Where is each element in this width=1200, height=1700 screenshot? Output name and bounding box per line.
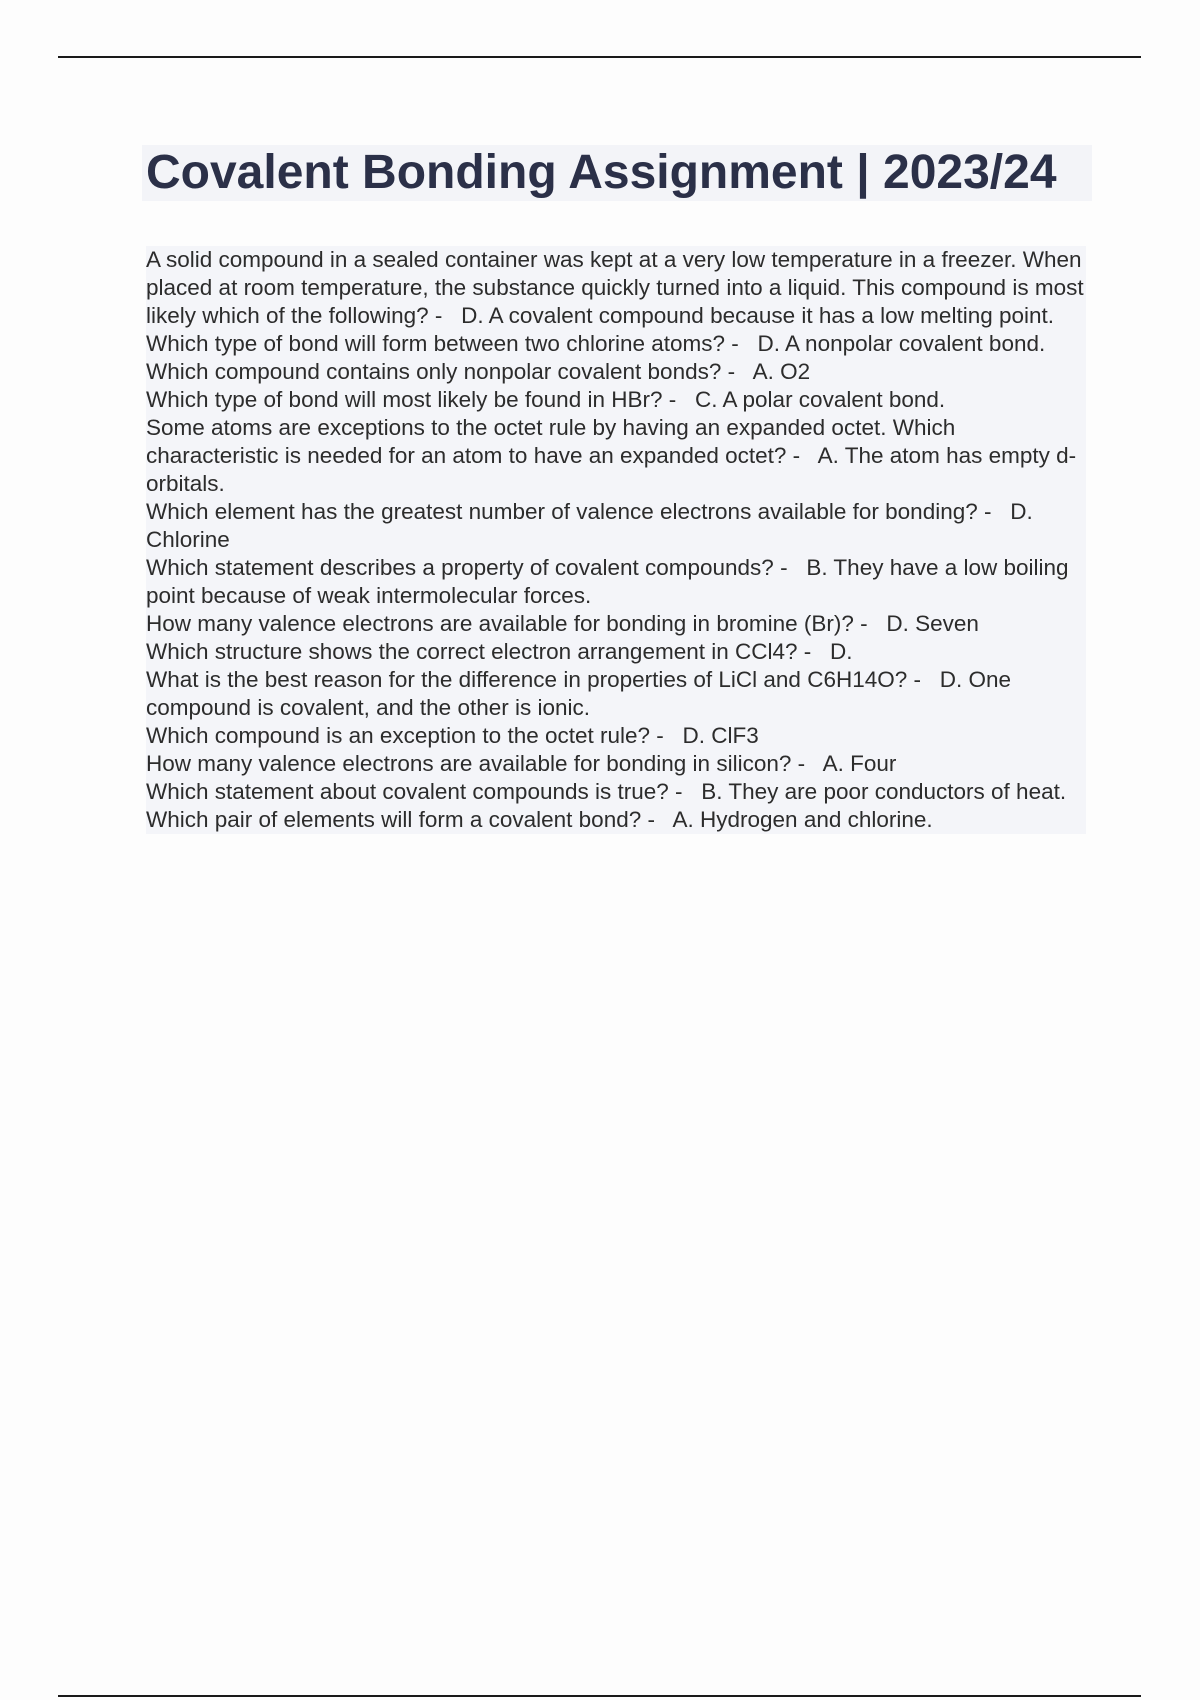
answer-text: D. ClF3 [682,723,759,748]
qa-separator: - [641,807,673,832]
question-text: Which statement describes a property of covalent compounds? [146,555,774,580]
question-text: Which statement about covalent compounds is true? [146,779,669,804]
question-text: Which element has the greatest number of valence electrons available for bonding? [146,499,978,524]
qa-item [146,666,1086,722]
qa-separator: - [668,779,702,804]
qa-item [146,498,1086,554]
answer-text: C. A polar covalent bond. [695,387,946,412]
question-answer-list [146,246,1090,834]
qa-separator: - [907,667,940,692]
answer-text: D. A nonpolar covalent bond. [757,331,1046,356]
bottom-rule [58,1695,1141,1697]
answer-text: D. Seven [886,611,979,636]
answer-text: D. A covalent compound because it has a low melting point. [461,303,1055,328]
answer-text: D. Chlorine [146,499,1040,552]
qa-item [146,386,1086,414]
question-text: Which type of bond will form between two chlorine atoms? [146,331,726,356]
qa-separator: - [650,723,683,748]
answer-text: D. [830,639,853,664]
answer-text: A. Four [822,751,897,776]
answer-text: B. They are poor conductors of heat. [701,779,1067,804]
qa-item [146,722,1086,750]
question-text: A solid compound in a sealed container was kept at a very low temperature in a freezer. When placed at room temperature, the substance quickly turned into a liquid. This compound is most likely which of the following? [146,247,1090,328]
answer-text: A. O2 [752,359,811,384]
question-text: Which pair of elements will form a covalent bond? [146,807,642,832]
answer-text: D. One compound is covalent, and the other is ionic. [146,667,1018,720]
question-text: Which compound is an exception to the octet rule? [146,723,651,748]
qa-separator: - [797,639,831,664]
qa-item [146,610,1086,638]
qa-separator: - [773,555,807,580]
question-text: Some atoms are exceptions to the octet rule by having an expanded octet. Which characteristic is needed for an atom to have an expanded octet? [146,415,962,468]
top-rule [58,56,1141,58]
question-text: Which type of bond will most likely be found in HBr? [146,387,663,412]
qa-item [146,750,1086,778]
answer-text: A. Hydrogen and chlorine. [672,807,933,832]
qa-item [146,330,1086,358]
qa-separator: - [853,611,887,636]
question-text: Which compound contains only nonpolar covalent bonds? [146,359,722,384]
qa-item [146,806,1086,834]
qa-separator: - [977,499,1011,524]
qa-item [146,358,1086,386]
question-text: How many valence electrons are available for bonding in silicon? [146,751,792,776]
qa-separator: - [721,359,753,384]
qa-separator: - [725,331,758,356]
qa-separator: - [791,751,823,776]
qa-item [146,414,1086,498]
qa-item [146,554,1086,610]
question-text: How many valence electrons are available for bonding in bromine (Br)? [146,611,854,636]
document-title: Covalent Bonding Assignment | 2023/24 [146,146,1057,199]
qa-separator: - [786,443,818,468]
qa-separator: - [662,387,695,412]
answer-text: A. The atom has empty d-orbitals. [146,443,1077,496]
qa-item [146,638,1086,666]
answer-text: B. They have a low boiling point because of weak intermolecular forces. [146,555,1075,608]
qa-item [146,246,1090,330]
qa-separator: - [428,303,462,328]
question-text: Which structure shows the correct electron arrangement in CCl4? [146,639,798,664]
question-text: What is the best reason for the difference in properties of LiCl and C6H14O? [146,667,908,692]
qa-item [146,778,1086,806]
